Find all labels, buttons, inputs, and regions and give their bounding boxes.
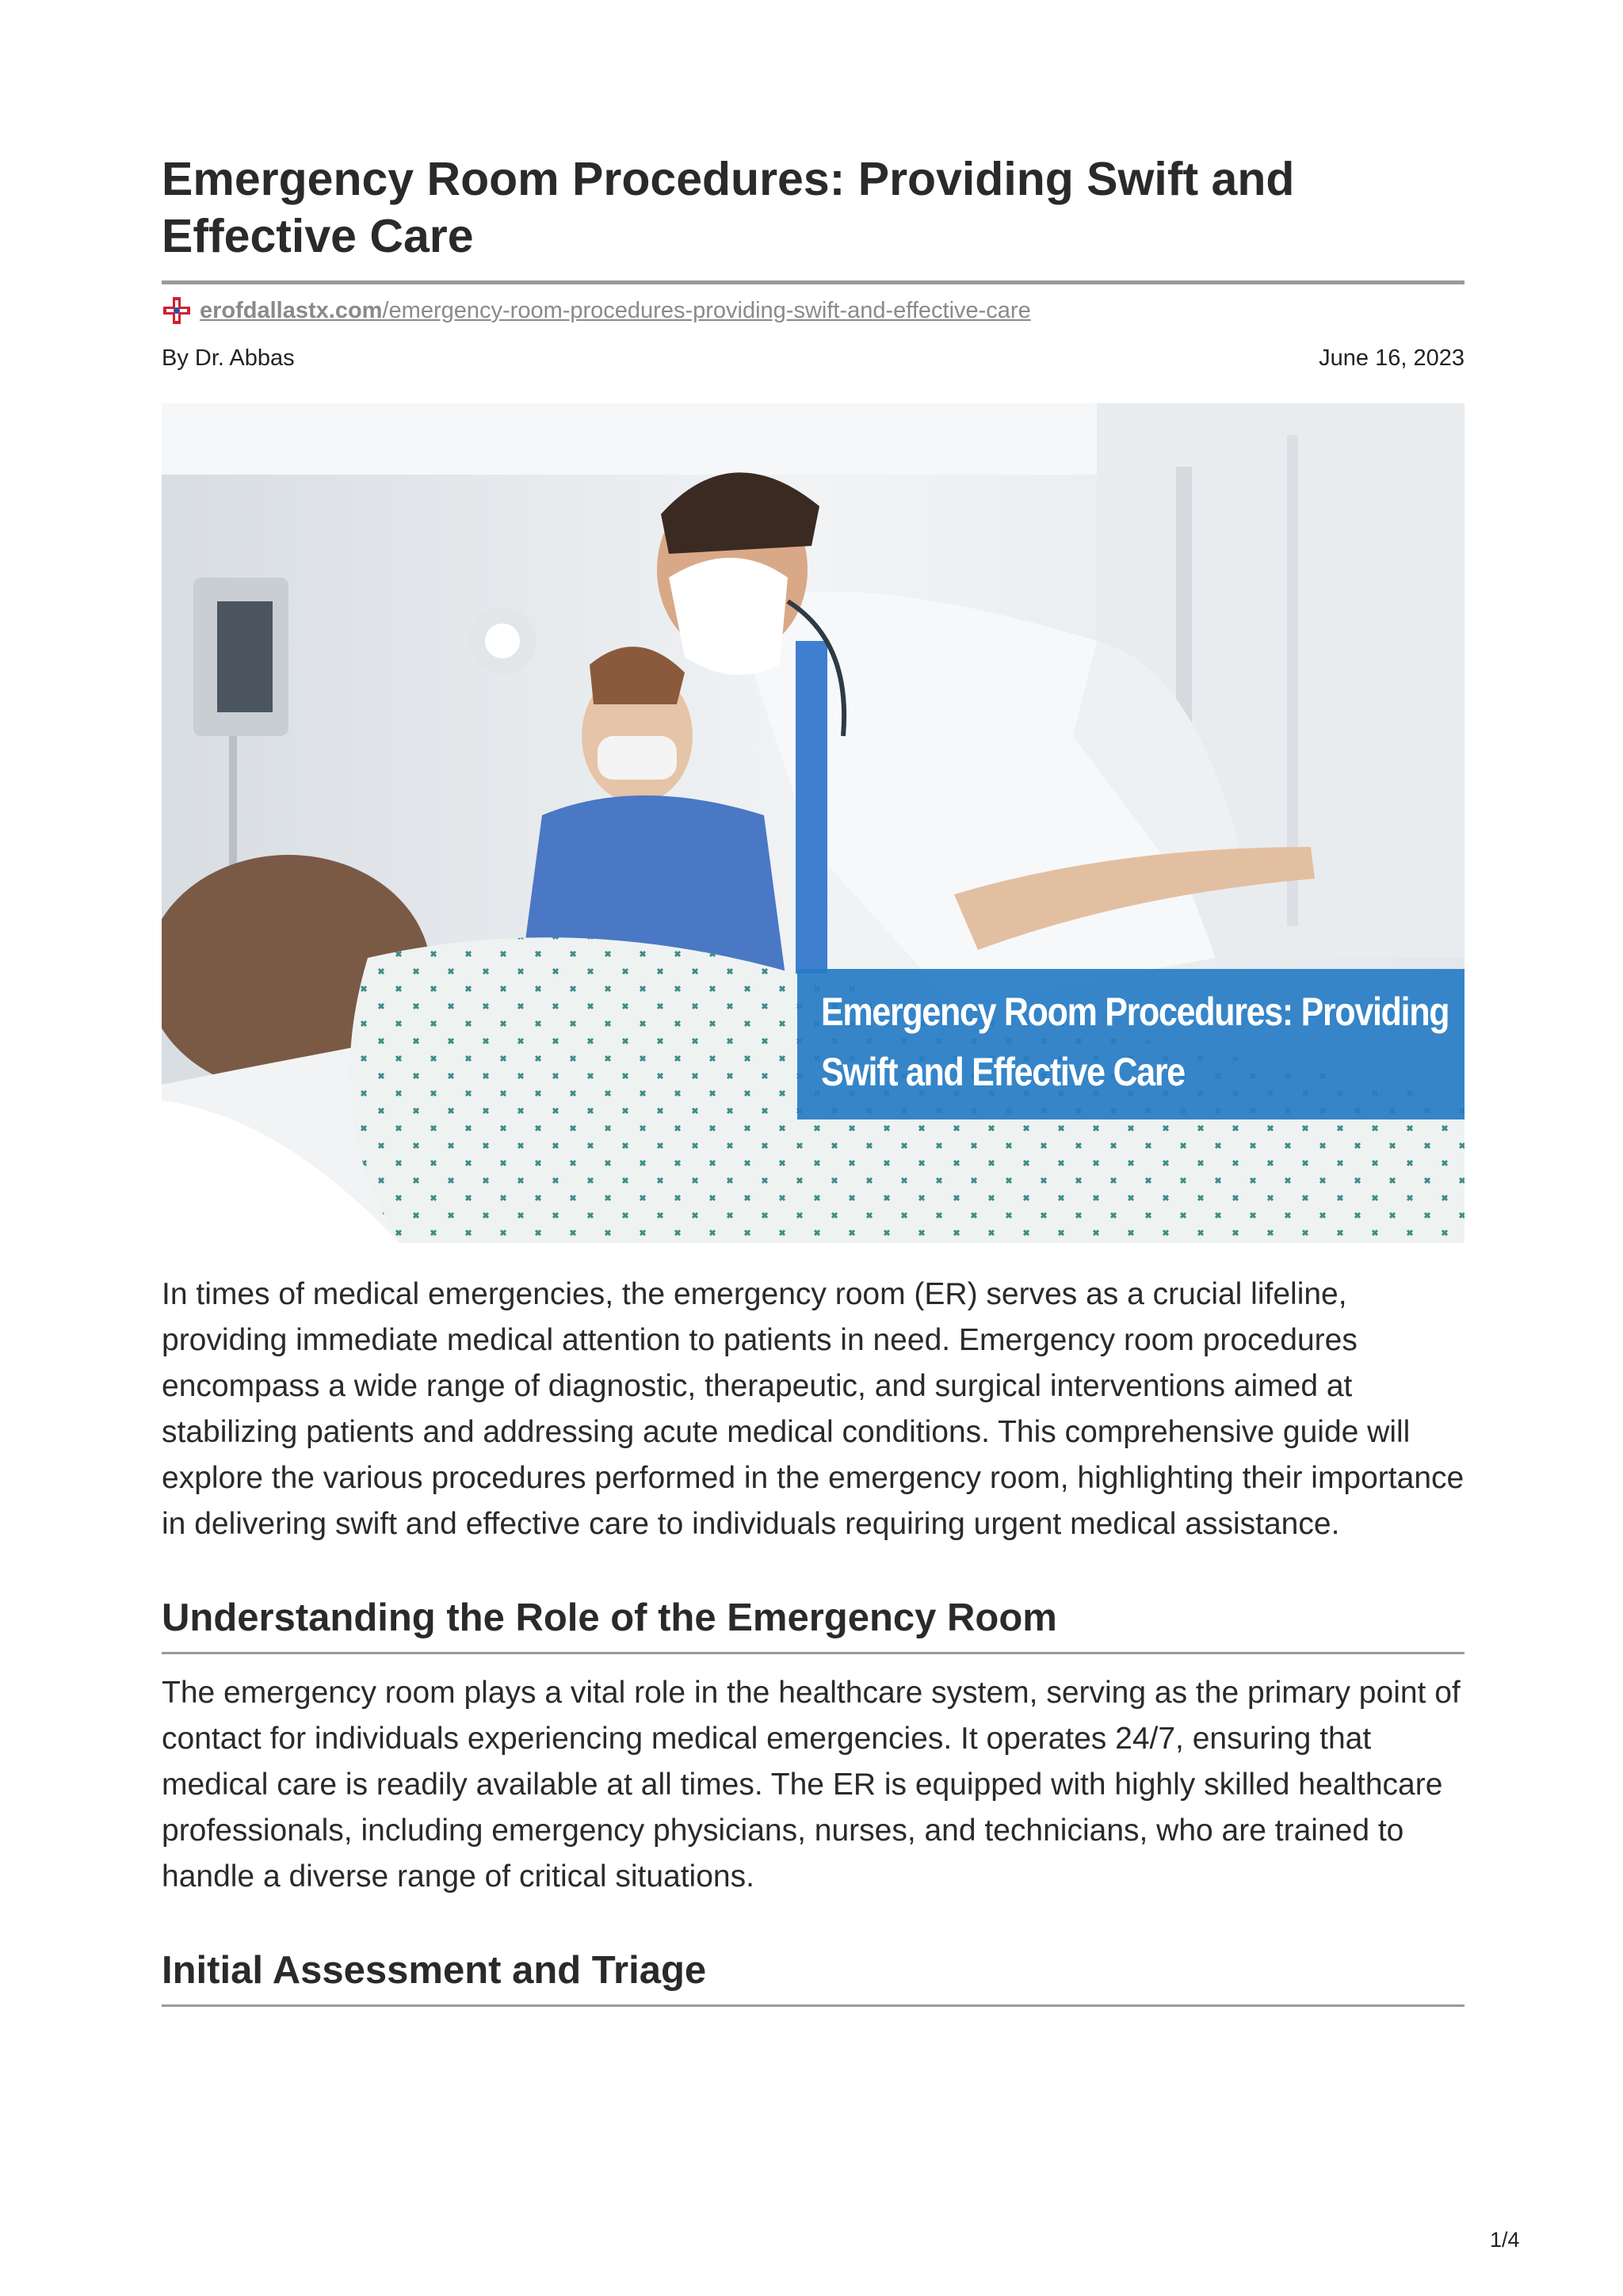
source-domain-link[interactable]: erofdallastx.com xyxy=(200,297,383,323)
hero-image xyxy=(162,403,1465,1243)
byline: By Dr. Abbas xyxy=(162,345,295,371)
article-meta xyxy=(162,345,1465,372)
section-paragraph: The emergency room plays a vital role in the healthcare system, serving as the primary point of contact for individuals experiencing medical emergencies. It operates 24/7, ensuring that medical care is readily available at all times. The ER is equipped with highly skilled healthcare professionals, including emergency physicians, nurses, and technicians, who are trained to handle a diverse range of critical situations. xyxy=(162,1676,1461,1894)
title-divider xyxy=(162,280,1465,284)
hero-caption xyxy=(797,969,1465,1119)
publish-date: June 16, 2023 xyxy=(1319,345,1465,371)
source-line xyxy=(162,292,1465,329)
section-divider xyxy=(162,2004,1465,2007)
hero-caption-line2: Swift and Effective Care xyxy=(821,1050,1185,1094)
hero-caption-line1: Emergency Room Procedures: Providing xyxy=(821,990,1449,1034)
section-heading: Initial Assessment and Triage xyxy=(162,1949,707,1992)
red-cross-icon xyxy=(162,296,192,326)
article-title: Emergency Room Procedures: Providing Swift and Effective Care xyxy=(162,153,1295,262)
page-number: 1/4 xyxy=(1490,2228,1520,2252)
section-heading: Understanding the Role of the Emergency Room xyxy=(162,1596,1057,1639)
source-path-link[interactable]: /emergency-room-procedures-providing-swift-and-effective-care xyxy=(382,297,1031,323)
article xyxy=(162,151,1465,2007)
intro-paragraph: In times of medical emergencies, the emergency room (ER) serves as a crucial lifeline, providing immediate medical attention to patients in need. Emergency room procedures encompass a wide range of diagnostic, therapeutic, and surgical interventions aimed at stabilizing patients and addressing acute medical conditions. This comprehensive guide will explore the various procedures performed in the emergency room, highlighting their importance in delivering swift and effective care to individuals requiring urgent medical assistance. xyxy=(162,1277,1465,1541)
section-divider xyxy=(162,1652,1465,1654)
